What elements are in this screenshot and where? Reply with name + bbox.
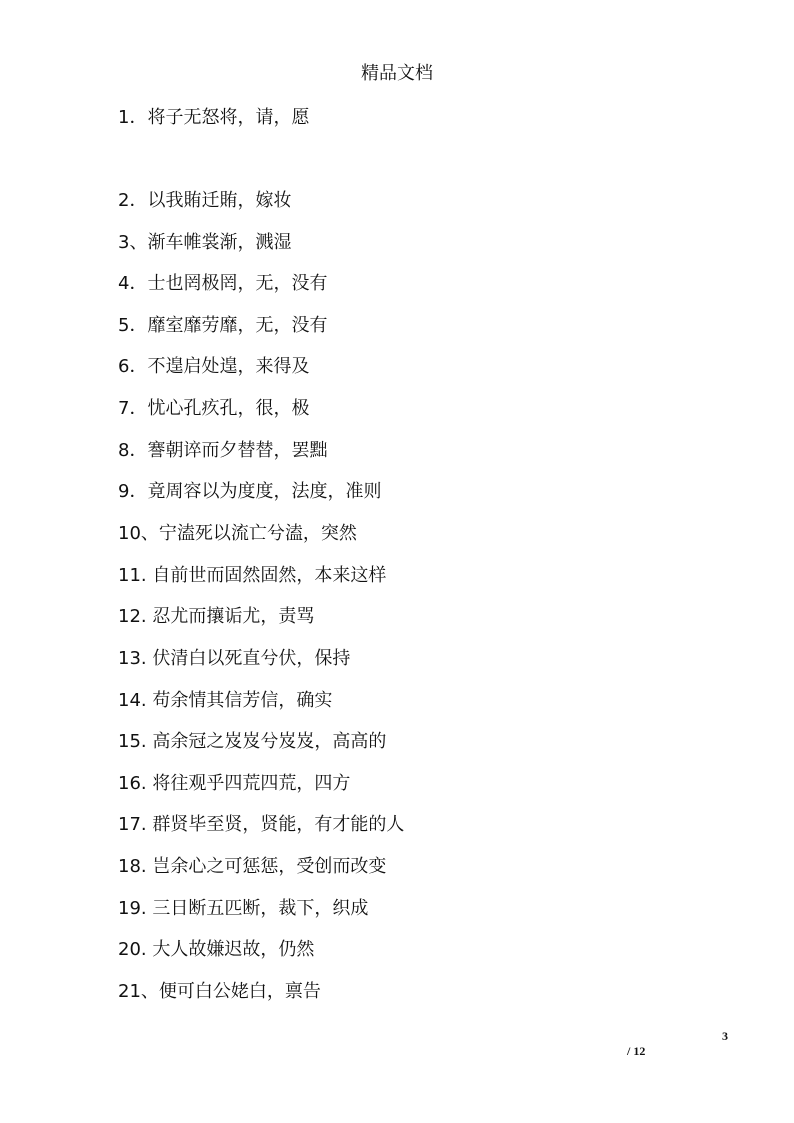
page-number: 3 bbox=[722, 1029, 728, 1043]
entry-1: 1．将子无怒将，请，愿 bbox=[118, 107, 310, 128]
entry-9: 9．竟周容以为度度，法度，准则 bbox=[118, 481, 382, 502]
page-header: 精品文档 bbox=[361, 63, 433, 84]
entry-2: 2．以我賄迁賄，嫁妆 bbox=[118, 190, 292, 211]
entry-14: 14. 苟余情其信芳信，确实 bbox=[118, 690, 333, 711]
entry-18: 18. 岂余心之可惩惩，受创而改变 bbox=[118, 856, 387, 877]
entry-15: 15. 高余冠之岌岌兮岌岌，高高的 bbox=[118, 731, 387, 752]
entry-17: 17. 群贤毕至贤，贤能，有才能的人 bbox=[118, 814, 405, 835]
entry-7: 7．忧心孔疚孔，很，极 bbox=[118, 398, 310, 419]
entry-13: 13. 伏清白以死直兮伏，保持 bbox=[118, 648, 351, 669]
entry-12: 12. 忍尤而攘诟尤，责骂 bbox=[118, 606, 315, 627]
entry-4: 4．士也罔极罔，无，没有 bbox=[118, 273, 328, 294]
entry-3: 3、渐车帷裳渐，溅湿 bbox=[118, 232, 292, 253]
entry-6: 6．不遑启处遑，来得及 bbox=[118, 356, 310, 377]
entry-20: 20. 大人故嫌迟故，仍然 bbox=[118, 939, 315, 960]
page-total: / 12 bbox=[627, 1044, 646, 1058]
entry-11: 11. 自前世而固然固然，本来这样 bbox=[118, 565, 387, 586]
entry-19: 19. 三日断五匹断，裁下，织成 bbox=[118, 898, 369, 919]
entry-5: 5．靡室靡劳靡，无，没有 bbox=[118, 315, 328, 336]
entry-10: 10、宁溘死以流亡兮溘，突然 bbox=[118, 523, 357, 544]
entry-16: 16. 将往观乎四荒四荒，四方 bbox=[118, 773, 351, 794]
entry-21: 21、便可白公姥白，禀告 bbox=[118, 981, 321, 1002]
entry-8: 8．謇朝谇而夕替替，罢黜 bbox=[118, 440, 328, 461]
